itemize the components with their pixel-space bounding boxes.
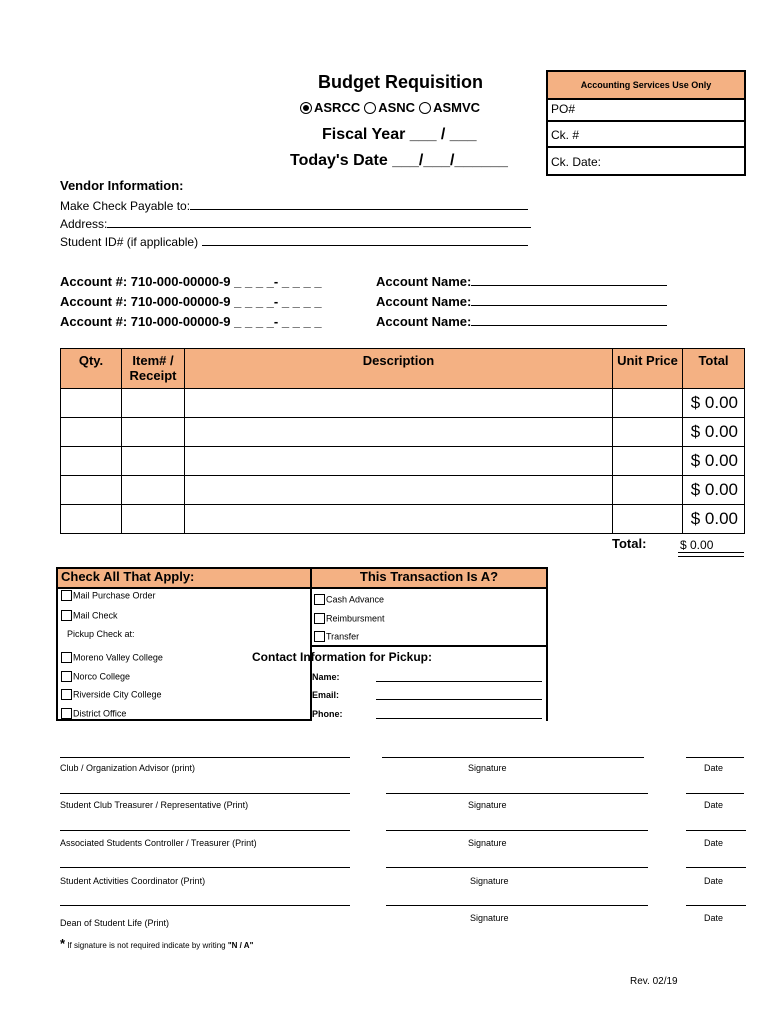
table-row [61, 476, 745, 505]
radio-asrcc[interactable] [300, 100, 360, 115]
account-name-input[interactable] [471, 314, 667, 326]
student-id-label: Student ID# (if applicable) [60, 235, 199, 249]
description-cell[interactable] [185, 447, 613, 476]
cash-advance-option[interactable] [314, 594, 384, 605]
footnote-value: "N / A" [227, 941, 254, 950]
date-label: Date [704, 913, 724, 923]
qty-header: Qty. [61, 349, 122, 389]
form-title: Budget Requisition [318, 72, 483, 92]
account-name-input[interactable] [471, 274, 667, 286]
item-cell[interactable] [122, 389, 185, 418]
contact-name-input[interactable] [376, 681, 542, 682]
unit-price-cell[interactable] [613, 447, 683, 476]
contact-email-input[interactable] [376, 699, 542, 700]
radio-asmvc[interactable] [419, 100, 480, 115]
mail-po-option[interactable] [61, 590, 156, 601]
location-moreno-valley[interactable] [61, 652, 163, 663]
items-table [60, 348, 745, 534]
footnote-text: If signature is not required indicate by writing [67, 941, 226, 950]
qty-cell[interactable] [61, 389, 122, 418]
account-name-row-1 [376, 274, 667, 289]
checkbox-icon [314, 631, 325, 642]
pickup-check-label: Pickup Check at: [67, 629, 135, 639]
revision-label: Rev. 02/19 [630, 976, 678, 987]
date-label: Date [704, 763, 724, 773]
checkbox-icon [61, 708, 72, 719]
unit-price-cell[interactable] [613, 389, 683, 418]
check-all-section [56, 567, 312, 721]
account-name-label: Account Name: [376, 294, 472, 309]
item-cell[interactable] [122, 447, 185, 476]
row-total-cell: $ 0.00 [683, 476, 745, 505]
option-label: Riverside City College [73, 689, 162, 700]
date-line[interactable] [686, 757, 744, 758]
payable-input[interactable] [190, 198, 528, 210]
signature-line[interactable] [382, 757, 644, 758]
signature-label: Signature [468, 800, 507, 810]
signature-label: Signature [470, 913, 509, 923]
signature-label: Signature [468, 763, 507, 773]
checkbox-icon [61, 689, 72, 700]
row-total-cell: $ 0.00 [683, 505, 745, 534]
payable-label: Make Check Payable to: [60, 199, 191, 213]
location-riverside[interactable] [61, 689, 162, 700]
option-label: Norco College [73, 671, 131, 682]
signature-label: Signature [470, 876, 509, 886]
qty-cell[interactable] [61, 447, 122, 476]
account-name-row-3 [376, 314, 667, 329]
role-print-line[interactable] [60, 830, 350, 831]
option-label: Cash Advance [326, 594, 385, 605]
accounting-use-box [546, 70, 746, 176]
total-header: Total [683, 349, 745, 389]
check-all-heading: Check All That Apply: [58, 569, 310, 589]
checkbox-icon [61, 590, 72, 601]
unit-price-cell[interactable] [613, 418, 683, 447]
student-id-row [60, 234, 528, 249]
option-label: District Office [73, 708, 127, 719]
date-line[interactable] [686, 793, 744, 794]
accounting-box-title: Accounting Services Use Only [548, 72, 744, 100]
vendor-heading: Vendor Information: [60, 178, 184, 193]
radio-label: ASRCC [314, 100, 361, 115]
role-label: Student Club Treasurer / Representative (Print) [60, 800, 249, 810]
items-table-header [61, 349, 745, 389]
signature-line[interactable] [386, 905, 648, 906]
date-label: Date [704, 876, 724, 886]
college-radio-group [300, 100, 482, 115]
table-row [61, 389, 745, 418]
signature-line[interactable] [386, 867, 648, 868]
item-header-line1: Item# / [132, 353, 174, 368]
footnote-mark: * [60, 936, 66, 951]
description-header: Description [185, 349, 613, 389]
option-label: Transfer [326, 631, 360, 642]
role-label: Club / Organization Advisor (print) [60, 763, 196, 773]
unit-price-cell[interactable] [613, 476, 683, 505]
item-receipt-header [122, 349, 185, 389]
qty-cell[interactable] [61, 505, 122, 534]
check-date-field[interactable]: Ck. Date: [551, 155, 602, 169]
date-line[interactable] [686, 905, 746, 906]
address-input[interactable] [107, 216, 531, 228]
option-label: Moreno Valley College [73, 652, 163, 663]
role-print-line[interactable] [60, 757, 350, 758]
unit-price-cell[interactable] [613, 505, 683, 534]
address-label: Address: [60, 217, 108, 231]
row-total-cell: $ 0.00 [683, 447, 745, 476]
date-label: Date [704, 800, 724, 810]
contact-phone-input[interactable] [376, 718, 542, 719]
qty-cell[interactable] [61, 476, 122, 505]
contact-email-label: Email: [312, 690, 340, 700]
signature-line[interactable] [386, 830, 648, 831]
radio-label: ASMVC [433, 100, 481, 115]
reimbursment-option[interactable] [314, 613, 385, 624]
option-label: Mail Check [73, 610, 118, 621]
description-cell[interactable] [185, 505, 613, 534]
signature-label: Signature [468, 838, 507, 848]
contact-phone-label: Phone: [312, 709, 343, 719]
table-row [61, 447, 745, 476]
account-name-label: Account Name: [376, 274, 472, 289]
role-label: Student Activities Coordinator (Print) [60, 876, 206, 886]
item-header-line2: Receipt [129, 368, 177, 383]
checkbox-icon [61, 610, 72, 621]
option-label: Reimbursment [326, 613, 385, 624]
signature-line[interactable] [386, 793, 648, 794]
student-id-input[interactable] [202, 234, 528, 246]
payable-row [60, 198, 528, 213]
radio-empty-icon [364, 102, 376, 114]
role-print-line[interactable] [60, 793, 350, 794]
radio-label: ASNC [378, 100, 416, 115]
contact-pickup-section [252, 645, 548, 721]
grand-total-value: $ 0.00 [680, 538, 714, 552]
qty-cell[interactable] [61, 418, 122, 447]
account-name-input[interactable] [471, 294, 667, 306]
fiscal-year-field[interactable]: Fiscal Year ___ / ___ [322, 126, 477, 143]
transaction-heading: This Transaction Is A? [312, 569, 546, 589]
location-norco[interactable] [61, 671, 130, 682]
row-total-cell: $ 0.00 [683, 418, 745, 447]
contact-name-label: Name: [312, 672, 340, 682]
account-number-1[interactable]: Account #: 710-000-00000-9 _ _ _ _- _ _ _ _ [60, 274, 322, 289]
item-cell[interactable] [122, 476, 185, 505]
account-name-label: Account Name: [376, 314, 472, 329]
description-cell[interactable] [185, 418, 613, 447]
option-label: Mail Purchase Order [73, 590, 156, 601]
checkbox-icon [61, 652, 72, 663]
mail-check-option[interactable] [61, 610, 118, 621]
checkbox-icon [61, 671, 72, 682]
transaction-type-section [310, 567, 548, 647]
row-total-cell: $ 0.00 [683, 389, 745, 418]
todays-date-field[interactable]: Today's Date ___/___/______ [290, 152, 508, 169]
radio-empty-icon [419, 102, 431, 114]
item-cell[interactable] [122, 505, 185, 534]
role-print-line[interactable] [60, 867, 350, 868]
double-underline [678, 552, 744, 557]
role-label: Dean of Student Life (Print) [60, 918, 170, 928]
description-cell[interactable] [185, 476, 613, 505]
radio-asnc[interactable] [364, 100, 415, 115]
table-row [61, 505, 745, 534]
date-label: Date [704, 838, 724, 848]
account-name-row-2 [376, 294, 667, 309]
role-label: Associated Students Controller / Treasurer (Print) [60, 838, 257, 848]
footnote [60, 936, 253, 951]
transfer-option[interactable] [314, 631, 359, 642]
checkbox-icon [314, 594, 325, 605]
po-field[interactable]: PO# [548, 98, 744, 122]
contact-heading: Contact Information for Pickup: [252, 650, 432, 664]
table-row [61, 418, 745, 447]
role-print-line[interactable] [60, 905, 350, 906]
address-row [60, 216, 531, 231]
item-cell[interactable] [122, 418, 185, 447]
date-line[interactable] [686, 867, 746, 868]
account-number-2[interactable]: Account #: 710-000-00000-9 _ _ _ _- _ _ _ _ [60, 294, 322, 309]
radio-selected-icon [300, 102, 312, 114]
description-cell[interactable] [185, 389, 613, 418]
location-district-office[interactable] [61, 708, 126, 719]
unit-price-header: Unit Price [613, 349, 683, 389]
checkbox-icon [314, 613, 325, 624]
account-number-3[interactable]: Account #: 710-000-00000-9 _ _ _ _- _ _ _ _ [60, 314, 322, 329]
check-number-field[interactable]: Ck. # [548, 124, 744, 148]
grand-total-label: Total: [612, 536, 647, 551]
date-line[interactable] [686, 830, 746, 831]
